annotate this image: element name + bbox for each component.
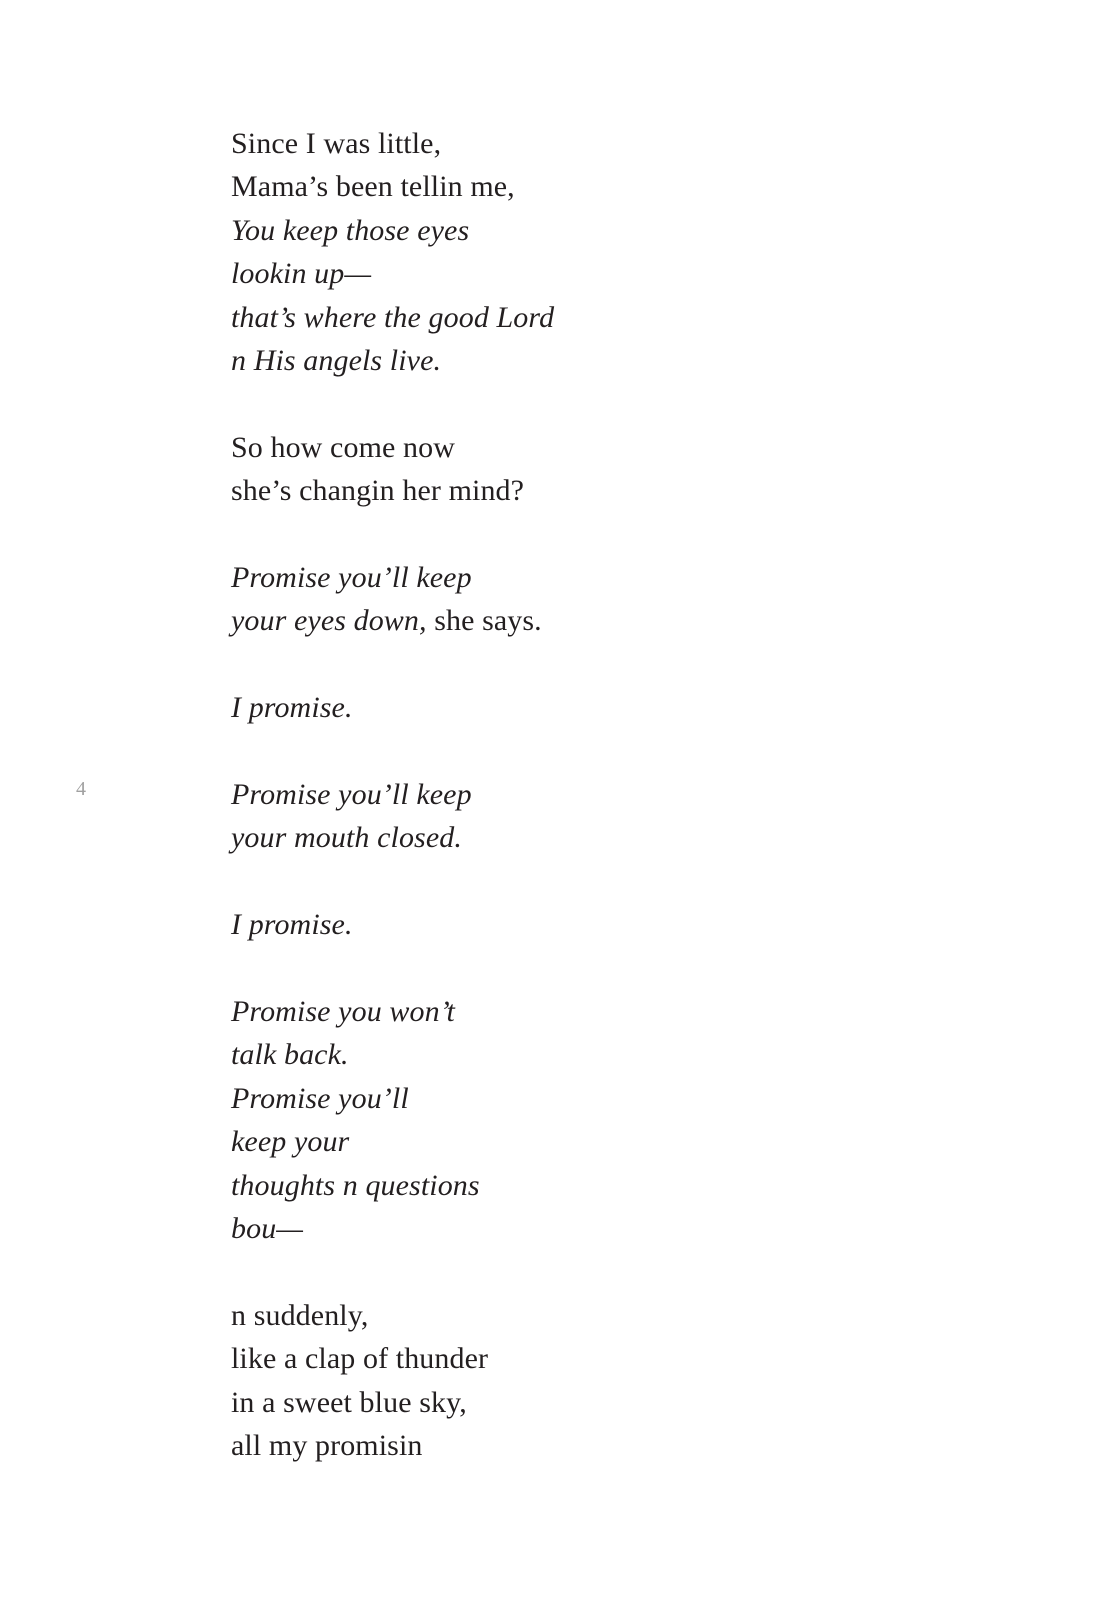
poem-line: Mama’s been tellin me, (231, 170, 515, 204)
poem-line-italic: Promise you’ll (231, 1081, 409, 1115)
stanza-break (231, 382, 751, 425)
poem-body (231, 122, 751, 1467)
stanza-break (231, 1250, 751, 1293)
page-number: 4 (76, 778, 86, 800)
poem-line-italic: bou— (231, 1212, 304, 1246)
poem-phrase-italic: your eyes down, (231, 604, 427, 638)
poem-line-italic: Promise you’ll keep (231, 778, 472, 812)
stanza-break (231, 513, 751, 556)
poem-line-italic: lookin up— (231, 257, 372, 291)
stanza-break (231, 947, 751, 990)
poem-line: n suddenly, (231, 1298, 369, 1332)
poem-line: So how come now (231, 430, 455, 464)
poem-line-italic: n His angels live. (231, 344, 442, 378)
poem-line-italic: keep your (231, 1125, 350, 1159)
poem-line-italic: Promise you won’t (231, 995, 455, 1029)
poem-line-italic: I promise. (231, 691, 353, 725)
poem-line: she’s changin her mind? (231, 474, 525, 508)
poem-phrase: she says. (426, 604, 542, 638)
stanza-break (231, 643, 751, 686)
poem-line-italic: talk back. (231, 1038, 349, 1072)
poem-line-mixed (231, 599, 751, 642)
poem-line-italic: You keep those eyes (231, 213, 470, 247)
poem-line: in a sweet blue sky, (231, 1385, 467, 1419)
poem-line-italic: that’s where the good Lord (231, 300, 555, 334)
poem-line: Since I was little, (231, 127, 442, 160)
poem-line: all my promisin (231, 1429, 423, 1463)
poem-line-italic: I promise. (231, 908, 353, 942)
poem-line-italic: Promise you’ll keep (231, 561, 472, 595)
poem-line-italic: thoughts n questions (231, 1168, 480, 1202)
stanza-break (231, 860, 751, 903)
poem-line-italic: your mouth closed. (231, 821, 462, 855)
stanza-break (231, 730, 751, 773)
poem-line: like a clap of thunder (231, 1342, 489, 1376)
